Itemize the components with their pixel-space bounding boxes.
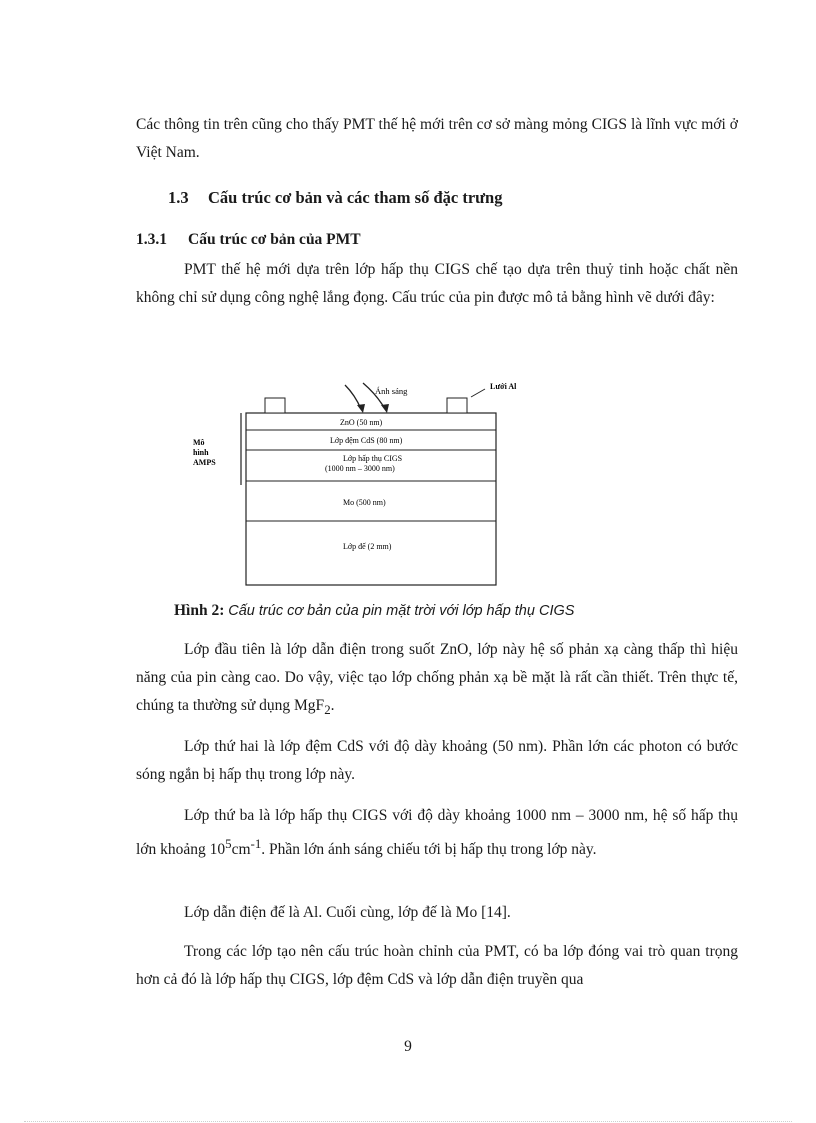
layer-substrate: Lớp đế (2 mm)	[343, 542, 392, 551]
solar-cell-structure-figure	[185, 375, 555, 590]
cigs-text-a: Lớp thứ ba là lớp hấp thụ CIGS với độ dày khoảng 1000 nm – 3000 nm, hệ số hấp thụ lớn khoảng 10	[136, 807, 738, 859]
layer-cigs: Lớp hấp thụ CIGS	[343, 454, 403, 463]
grid-pointer	[471, 389, 485, 397]
cigs-unit-cm: cm	[231, 841, 251, 859]
zno-paragraph	[136, 636, 738, 724]
key-layers-paragraph: Trong các lớp tạo nên cấu trúc hoàn chỉnh của PMT, có ba lớp đóng vai trò quan trọng hơn cả đó là lớp hấp thụ CIGS, lớp đệm CdS và lớp dẫn điện truyền qua	[136, 943, 738, 988]
caption-text: Cấu trúc cơ bản của pin mặt trời với lớp hấp thụ CIGS	[228, 603, 575, 619]
layer-mo: Mo (500 nm)	[343, 498, 386, 507]
intro-paragraph: Các thông tin trên cũng cho thấy PMT thế hệ mới trên cơ sở màng mỏng CIGS là lĩnh vực mới ở Việt Nam.	[136, 116, 738, 161]
section-title: Cấu trúc cơ bản và các tham số đặc trưng	[208, 188, 503, 207]
subsection-number: 1.3.1	[136, 231, 167, 248]
light-arrow-head-2	[381, 404, 389, 413]
figure-caption	[174, 602, 574, 620]
light-arrow-head-1	[357, 404, 365, 413]
cigs-text-c: . Phần lớn ánh sáng chiếu tới bị hấp thụ trong lớp này.	[261, 841, 597, 859]
section-number: 1.3	[168, 188, 189, 207]
model-label-line-2: hình	[193, 448, 209, 457]
zno-paragraph-end: .	[330, 697, 335, 714]
page-number: 9	[404, 1038, 412, 1055]
exponent-5: 5	[225, 836, 232, 851]
cds-paragraph: Lớp thứ hai là lớp đệm CdS với độ dày khoảng (50 nm). Phần lớn các photon có bước sóng ngắn bị hấp thụ trong lớp này.	[136, 738, 738, 783]
page-bottom-divider	[24, 1121, 792, 1122]
al-grid-contact-right	[447, 398, 467, 413]
layer-cigs-thickness: (1000 nm – 3000 nm)	[325, 464, 395, 473]
structure-paragraph: PMT thế hệ mới dựa trên lớp hấp thụ CIGS chế tạo dựa trên thuỷ tinh hoặc chất nền không chỉ sử dụng công nghệ lắng đọng. Cấu trúc của pin được mô tả bằng hình vẽ dưới đây:	[136, 261, 738, 306]
subscript-2: 2	[324, 702, 331, 718]
zno-paragraph-text: Lớp đầu tiên là lớp dẫn điện trong suốt ZnO, lớp này hệ số phản xạ càng thấp thì hiệu năng của pin càng cao. Do vậy, việc tạo lớp chống phản xạ bề mặt là rất cần thiết. Trên thực tế, chúng ta thường sử dụng MgF	[136, 641, 738, 714]
grid-label: Lưới Al	[490, 382, 517, 391]
al-grid-contact-left	[265, 398, 285, 413]
exponent-minus-1: -1	[250, 836, 262, 851]
cigs-paragraph	[136, 802, 738, 864]
light-label: Ánh sáng	[375, 386, 408, 396]
substrate-paragraph: Lớp dẫn điện đế là Al. Cuối cùng, lớp đế là Mo [14].	[184, 904, 511, 921]
subsection-heading	[136, 231, 361, 249]
layer-zno: ZnO (50 nm)	[340, 418, 383, 427]
layer-cds: Lớp đệm CdS (80 nm)	[330, 436, 403, 445]
subsection-title: Cấu trúc cơ bản của PMT	[188, 231, 361, 248]
model-label-line-3: AMPS	[193, 458, 216, 467]
section-heading	[168, 188, 502, 208]
caption-label: Hình 2:	[174, 602, 225, 619]
model-label-line-1: Mô	[193, 438, 205, 447]
